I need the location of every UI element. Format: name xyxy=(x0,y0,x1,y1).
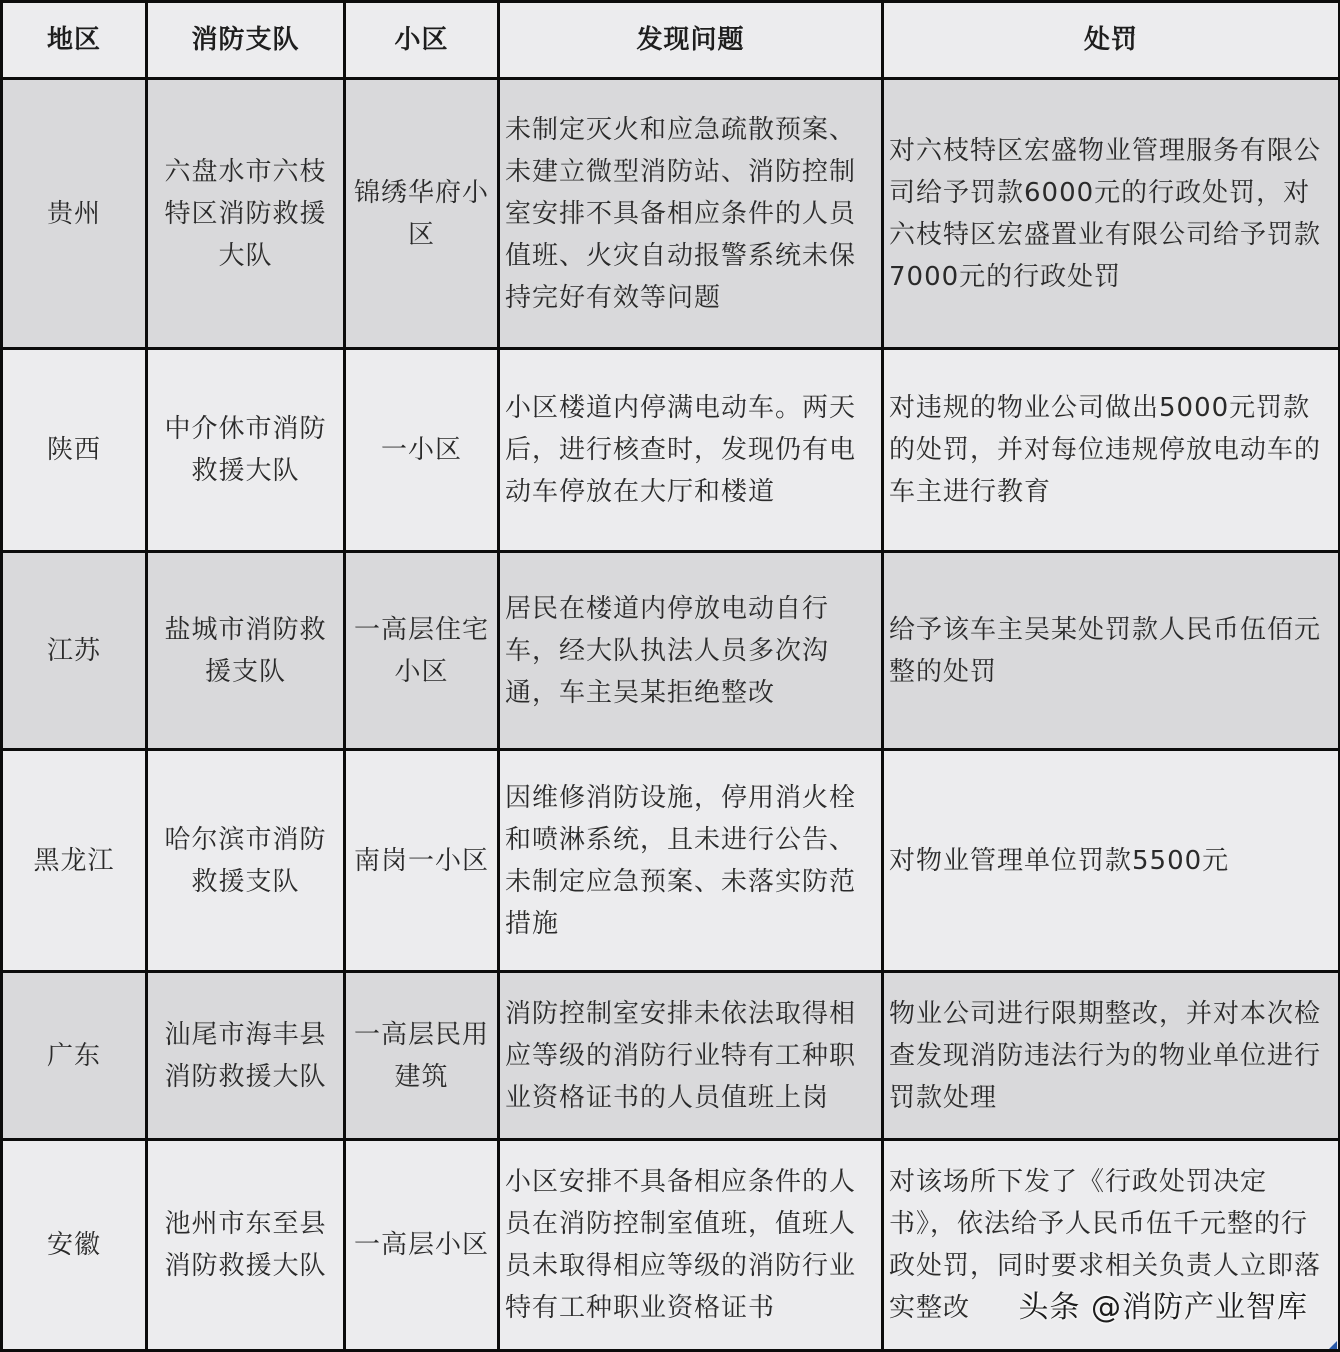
cell-fire-brigade: 盐城市消防救援支队 xyxy=(147,552,345,750)
watermark-text: 头条 @消防产业智库 xyxy=(1014,1282,1312,1326)
cell-region: 贵州 xyxy=(2,79,147,349)
table-row xyxy=(2,349,1340,552)
cell-penalty: 对六枝特区宏盛物业管理服务有限公司给予罚款6000元的行政处罚，对六枝特区宏盛置业有限公司给予罚款7000元的行政处罚 xyxy=(883,79,1340,349)
cell-fire-brigade: 哈尔滨市消防救援支队 xyxy=(147,750,345,972)
cell-problem: 未制定灭火和应急疏散预案、未建立微型消防站、消防控制室安排不具备相应条件的人员值班、火灾自动报警系统未保持完好有效等问题 xyxy=(499,79,883,349)
cell-penalty: 给予该车主吴某处罚款人民币伍佰元整的处罚 xyxy=(883,552,1340,750)
cell-problem: 消防控制室安排未依法取得相应等级的消防行业特有工种职业资格证书的人员值班上岗 xyxy=(499,972,883,1140)
header-fire-brigade: 消防支队 xyxy=(147,2,345,79)
cell-penalty: 对该场所下发了《行政处罚决定书》，依法给予人民币伍千元整的行政处罚，同时要求相关负责人立即落实整改 xyxy=(883,1140,1340,1351)
table-row xyxy=(2,972,1340,1140)
table-row xyxy=(2,552,1340,750)
cell-region: 广东 xyxy=(2,972,147,1140)
header-penalty: 处罚 xyxy=(883,2,1340,79)
cell-fire-brigade: 中介休市消防救援大队 xyxy=(147,349,345,552)
cell-penalty: 对物业管理单位罚款5500元 xyxy=(883,750,1340,972)
table-row xyxy=(2,750,1340,972)
cell-community: 一高层民用建筑 xyxy=(345,972,499,1140)
cell-penalty: 物业公司进行限期整改，并对本次检查发现消防违法行为的物业单位进行罚款处理 xyxy=(883,972,1340,1140)
cell-fire-brigade: 池州市东至县消防救援大队 xyxy=(147,1140,345,1351)
table-row xyxy=(2,79,1340,349)
header-row xyxy=(2,2,1340,79)
cell-region: 陕西 xyxy=(2,349,147,552)
cell-problem: 居民在楼道内停放电动自行车，经大队执法人员多次沟通，车主吴某拒绝整改 xyxy=(499,552,883,750)
cell-region: 江苏 xyxy=(2,552,147,750)
header-community: 小区 xyxy=(345,2,499,79)
header-region: 地区 xyxy=(2,2,147,79)
corner-marker-icon xyxy=(1329,1341,1337,1349)
header-problem: 发现问题 xyxy=(499,2,883,79)
cell-community: 一高层住宅小区 xyxy=(345,552,499,750)
cell-region: 黑龙江 xyxy=(2,750,147,972)
cell-fire-brigade: 六盘水市六枝特区消防救援大队 xyxy=(147,79,345,349)
cell-problem: 因维修消防设施，停用消火栓和喷淋系统，且未进行公告、未制定应急预案、未落实防范措施 xyxy=(499,750,883,972)
cell-problem: 小区楼道内停满电动车。两天后，进行核查时，发现仍有电动车停放在大厅和楼道 xyxy=(499,349,883,552)
cell-community: 一高层小区 xyxy=(345,1140,499,1351)
cell-community: 一小区 xyxy=(345,349,499,552)
cell-region: 安徽 xyxy=(2,1140,147,1351)
cell-problem: 小区安排不具备相应条件的人员在消防控制室值班，值班人员未取得相应等级的消防行业特有工种职业资格证书 xyxy=(499,1140,883,1351)
cell-community: 锦绣华府小区 xyxy=(345,79,499,349)
cell-penalty: 对违规的物业公司做出5000元罚款的处罚，并对每位违规停放电动车的车主进行教育 xyxy=(883,349,1340,552)
cell-community: 南岗一小区 xyxy=(345,750,499,972)
cell-fire-brigade: 汕尾市海丰县消防救援大队 xyxy=(147,972,345,1140)
